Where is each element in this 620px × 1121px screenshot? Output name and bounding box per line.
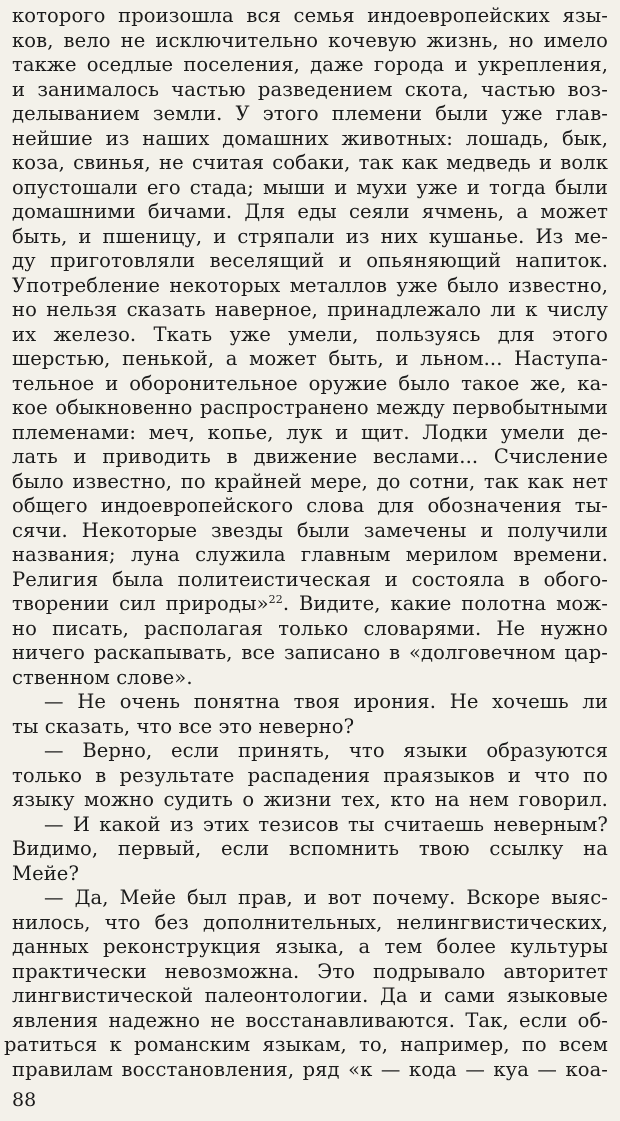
- footnote-reference[interactable]: 22: [268, 593, 283, 606]
- text-line: коза, свинья, не считая собаки, так как медведь и волк: [12, 151, 608, 174]
- text-line: лингвистической палеонтологии. Да и сами языковые: [12, 984, 608, 1007]
- text-line: общего индоевропейского слова для обозначения ты-: [12, 494, 608, 517]
- text-line: нейшие из наших домашних животных: лошадь, бык,: [12, 126, 608, 150]
- body-text: [4, 4, 608, 1082]
- text-line: — Не очень понятна твоя ирония. Не хочешь ли: [44, 690, 608, 713]
- text-line: данных реконструкция языка, а тем более культуры: [12, 935, 608, 958]
- text-line: Видимо, первый, если вспомнить твою ссылку на: [12, 837, 608, 860]
- text-line: только в результате распадения праязыков и что по: [12, 763, 608, 787]
- text-line: сячи. Некоторые звезды были замечены и получили: [12, 518, 608, 542]
- text-line: Религия была политеистическая и состояла в обого-: [12, 567, 608, 591]
- page-number: 88: [12, 1089, 37, 1111]
- text-line: также оседлые поселения, даже города и укрепления,: [12, 53, 608, 76]
- text-line: ты сказать, что все это неверно?: [12, 714, 355, 738]
- text-line: племенами: меч, копье, лук и щит. Лодки умели де-: [12, 420, 608, 444]
- text-line: ков, вело не исключительно кочевую жизнь, но имело: [12, 28, 608, 52]
- text-line: языку можно судить о жизни тех, кто на нем говорил.: [12, 788, 608, 811]
- text-line: ничего раскапывать, все записано в «долговечном цар-: [12, 641, 608, 664]
- text-line: их железо. Ткать уже умели, пользуясь для этого: [12, 322, 608, 346]
- text-line: ственном слове».: [12, 665, 193, 689]
- text-fragment: творении сил природы»: [12, 592, 269, 615]
- text-line: тельное и оборонительное оружие было такое же, ка-: [12, 371, 608, 395]
- text-line-with-footnote: творении сил природы»$^{22}$. Видите, какие полотна мож-: [12, 592, 608, 615]
- text-line: — Да, Мейе был прав, и вот почему. Вскоре выяс-: [44, 886, 608, 909]
- text-line: но нельзя сказать наверное, принадлежало ли к числу: [12, 298, 608, 321]
- text-line: Употребление некоторых металлов уже было известно,: [12, 273, 608, 297]
- text-line: Мейе?: [12, 861, 79, 885]
- text-line: было известно, по крайней мере, до сотни, так как нет: [12, 469, 608, 493]
- text-line: быть, и пшеницу, и стряпали из них кушанье. Из ме-: [12, 224, 608, 248]
- text-fragment: Видите, какие полотна мож-: [298, 592, 608, 615]
- text-line: домашними бичами. Для еды сеяли ячмень, а может: [12, 200, 608, 223]
- text-line: которого произошла вся семья индоевропейских язы-: [12, 4, 608, 27]
- text-line: практически невозможна. Это подрывало авторитет: [12, 959, 608, 983]
- text-line: но писать, располагая только словарями. Не нужно: [12, 616, 608, 640]
- text-line: шерстью, пенькой, а может быть, и льном... Наступа-: [12, 347, 608, 370]
- text-line: — Верно, если принять, что языки образуются: [44, 739, 608, 762]
- text-line: делыванием земли. У этого племени были уже глав-: [12, 102, 608, 125]
- text-line: лать и приводить в движение веслами... Счисление: [12, 445, 608, 468]
- text-line: ду приготовляли веселящий и опьяняющий напиток.: [12, 249, 608, 272]
- text-line: и занималось частью разведением скота, частью воз-: [12, 77, 608, 101]
- text-line: явления надежно не восстанавливаются. Так, если об-: [12, 1008, 608, 1032]
- text-line: названия; луна служила главным мерилом времени.: [12, 543, 608, 566]
- text-line: нилось, что без дополнительных, нелингвистических,: [12, 910, 608, 934]
- text-line: ратиться к романским языкам, то, например, по всем: [4, 1033, 608, 1056]
- text-line: опустошали его стада; мыши и мухи уже и тогда были: [12, 175, 608, 199]
- text-line: кое обыкновенно распространено между первобытными: [12, 396, 608, 419]
- text-line: — И какой из этих тезисов ты считаешь неверным?: [44, 812, 608, 836]
- text-line: правилам восстановления, ряд «к — кода — куа — коа-: [12, 1057, 608, 1081]
